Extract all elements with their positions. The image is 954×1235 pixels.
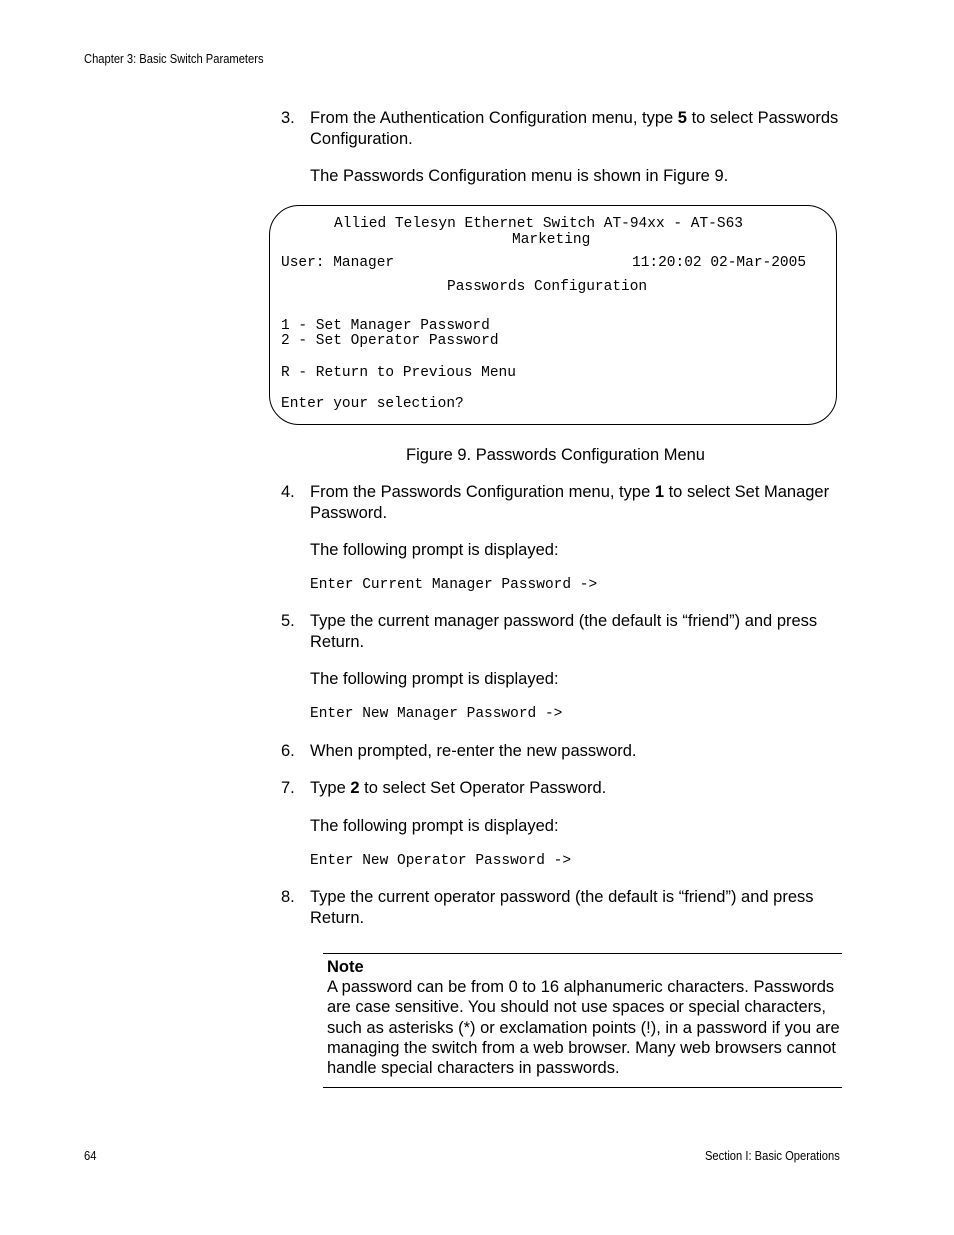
step-8-text: Type the current operator password (the default is “friend”) and press Return. xyxy=(310,888,814,927)
figure-caption: Figure 9. Passwords Configuration Menu xyxy=(406,446,705,464)
screen-menu-title: Passwords Configuration xyxy=(447,279,648,295)
page-number: 64 xyxy=(84,1148,97,1163)
note-heading: Note xyxy=(327,958,364,976)
step-7-key: 2 xyxy=(350,779,360,797)
screen-subtitle: Marketing xyxy=(512,232,591,248)
step-6-text: When prompted, re-enter the new password. xyxy=(310,742,637,760)
screen-option-return: R - Return to Previous Menu xyxy=(281,365,516,381)
screen-option-2: 2 - Set Operator Password xyxy=(281,333,499,349)
screen-title: Allied Telesyn Ethernet Switch AT-94xx - AT-S63 xyxy=(334,216,743,232)
step-7-text: Type 2 to select Set Operator Password. xyxy=(310,779,607,797)
step-5-followup: The following prompt is displayed: xyxy=(310,670,559,688)
step-number: 5. xyxy=(281,612,295,630)
step-number: 3. xyxy=(281,109,295,127)
step-3-followup: The Passwords Configuration menu is shown in Figure 9. xyxy=(310,167,729,185)
step-4-followup: The following prompt is displayed: xyxy=(310,541,559,559)
running-footer: Section I: Basic Operations xyxy=(705,1148,840,1163)
step-number: 8. xyxy=(281,888,295,906)
step-number: 6. xyxy=(281,742,295,760)
step-3-key: 5 xyxy=(677,109,687,127)
step-4-key: 1 xyxy=(654,483,665,501)
step-7-prompt: Enter New Operator Password -> xyxy=(310,853,572,869)
step-4-prompt: Enter Current Manager Password -> xyxy=(310,577,598,593)
screen-option-1: 1 - Set Manager Password xyxy=(281,318,490,334)
step-4-text: From the Passwords Configuration menu, type 1 to select Set Manager Password. xyxy=(310,483,830,522)
step-5-text: Type the current manager password (the default is “friend”) and press Return. xyxy=(310,612,818,651)
step-number: 4. xyxy=(281,483,295,501)
note-body: A password can be from 0 to 16 alphanumeric characters. Passwords are case sensitive. You should not use spaces or special characters, such as asterisks (*) or exclamation points (!), in a password if you are managing the switch from a web browser. Many web browsers cannot handle special characters in passwords. xyxy=(327,978,840,1078)
step-7-followup: The following prompt is displayed: xyxy=(310,817,559,835)
screen-user: User: Manager xyxy=(281,255,395,271)
step-5-prompt: Enter New Manager Password -> xyxy=(310,706,563,722)
step-3-text: From the Authentication Configuration menu, type 5 to select Passwords Configuration. xyxy=(310,109,839,148)
step-number: 7. xyxy=(281,779,295,797)
screen-prompt: Enter your selection? xyxy=(281,396,464,412)
running-header: Chapter 3: Basic Switch Parameters xyxy=(84,51,264,66)
screen-datetime: 11:20:02 02-Mar-2005 xyxy=(632,255,807,271)
